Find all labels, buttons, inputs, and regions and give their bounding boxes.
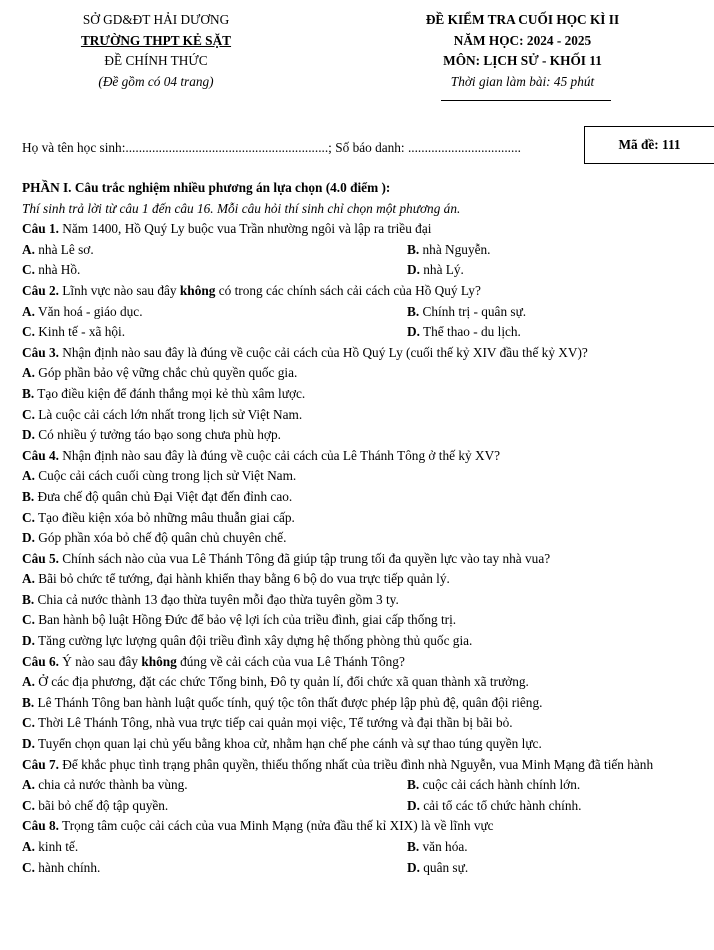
- options-row: [22, 262, 672, 283]
- option-b: B. văn hóa.: [407, 839, 468, 854]
- emphasis-not: không: [179, 282, 216, 298]
- option-c: C. Là cuộc cải cách lớn nhất trong lịch sử Việt Nam.: [22, 406, 303, 422]
- options-row: [22, 324, 672, 345]
- question-8: [22, 818, 672, 839]
- question-text: Nhận định nào sau đây là đúng về cuộc cải cách của Hồ Quý Ly (cuối thế kỷ XIV đầu thế kỷ XV)?: [58, 344, 588, 360]
- option-c: C. Ban hành bộ luật Hồng Đức để bảo vệ lợi ích của triều đình, giai cấp thống trị.: [22, 612, 457, 628]
- options-row: [22, 304, 672, 325]
- option-d: D. Tăng cường lực lượng quân đội triều đình xây dựng hệ thống phòng thủ quốc gia.: [22, 633, 473, 649]
- question-number: Câu 8.: [22, 818, 59, 834]
- option-b: B. Chia cả nước thành 13 đạo thừa tuyên mỗi đạo thừa tuyên gồm 3 ty.: [22, 591, 399, 607]
- page-count-note: (Đề gồm có 04 trang): [98, 73, 214, 89]
- question-text: Để khắc phục tình trạng phân quyền, thiếu thống nhất của triều đình nhà Nguyễn, vua Minh Mạng đã tiến hành: [58, 756, 654, 772]
- question-number: Câu 6.: [22, 653, 59, 669]
- question-number: Câu 2.: [22, 282, 59, 298]
- option-c: C. Thời Lê Thánh Tông, nhà vua trực tiếp cai quản mọi việc, Tể tướng và đại thần bị bãi bỏ.: [22, 715, 513, 731]
- option-b: B. Đưa chế độ quân chủ Đại Việt đạt đến đỉnh cao.: [22, 488, 293, 504]
- option-a: A. kinh tế.: [22, 839, 79, 854]
- subject-line: MÔN: LỊCH SỬ - KHỐI 11: [443, 53, 602, 68]
- question-4: [22, 448, 672, 469]
- question-text: Trọng tâm cuộc cải cách của vua Minh Mạng (nửa đầu thế kỉ XIX) là về lĩnh vực: [58, 818, 494, 834]
- exam-code-box: [584, 126, 714, 164]
- question-text: Năm 1400, Hồ Quý Ly buộc vua Trần nhường ngôi và lập ra triều đại: [58, 221, 432, 237]
- options-row: [22, 860, 672, 881]
- option-a: A. Văn hoá - giáo dục.: [22, 303, 143, 319]
- question-text: Chính sách nào của vua Lê Thánh Tông đã giúp tập trung tối đa quyền lực vào tay nhà vua?: [58, 550, 551, 566]
- question-3: [22, 345, 672, 366]
- exam-title: ĐỀ KIỂM TRA CUỐI HỌC KÌ II: [425, 12, 620, 27]
- student-info-line: Họ và tên học sinh:.............................................................; Số báo danh: ..................................: [22, 140, 521, 155]
- question-5: [22, 551, 672, 572]
- question-number: Câu 5.: [22, 550, 59, 566]
- question-7: [22, 757, 672, 778]
- option-a: A. nhà Lê sơ.: [22, 241, 94, 257]
- option-a: A. Góp phần bảo vệ vững chắc chủ quyền quốc gia.: [22, 365, 298, 381]
- question-number: Câu 1.: [22, 221, 59, 237]
- option-a: A. Cuộc cải cách cuối cùng trong lịch sử Việt Nam.: [22, 468, 297, 484]
- option-b: B. Chính trị - quân sự.: [407, 303, 527, 319]
- option-c: C. hành chính.: [22, 859, 101, 875]
- option-d: D. quân sự.: [407, 859, 469, 875]
- option-b: B. cuộc cải cách hành chính lớn.: [407, 777, 581, 793]
- school-name: TRƯỜNG THPT KẺ SẶT: [80, 32, 232, 48]
- option-b: B. Lê Thánh Tông ban hành luật quốc tính, quý tộc tôn thất được phép lập phủ đệ, quân đội riêng.: [22, 694, 543, 710]
- option-c: C. Tạo điều kiện xóa bỏ những mâu thuẫn giai cấp.: [22, 509, 295, 525]
- question-number: Câu 3.: [22, 344, 59, 360]
- option-a: A. Bãi bỏ chức tể tướng, đại hành khiển thay bằng 6 bộ do vua trực tiếp quản lý.: [22, 571, 450, 587]
- department-name: SỞ GD&ĐT HẢI DƯƠNG: [82, 12, 230, 27]
- option-d: D. Tuyển chọn quan lại chủ yếu bằng khoa cử, nhằm hạn chế phe cánh và sự thao túng quyền lực.: [22, 736, 542, 752]
- time-limit: Thời gian làm bài: 45 phút: [450, 73, 595, 89]
- option-a: A. Ở các địa phương, đặt các chức Tổng binh, Đô ty quản lí, đổi chức xã quan thành xã trưởng.: [22, 674, 529, 690]
- question-1: [22, 221, 672, 242]
- exam-content: [22, 180, 672, 880]
- header-divider: [441, 100, 611, 101]
- option-c: C. bãi bỏ chế độ tập quyền.: [22, 797, 169, 813]
- options-row: [22, 798, 672, 819]
- header-left: [22, 12, 290, 94]
- part-instruction: Thí sinh trả lời từ câu 1 đến câu 16. Mỗi câu hỏi thí sinh chỉ chọn một phương án.: [22, 200, 461, 216]
- option-d: D. cải tổ các tổ chức hành chính.: [407, 797, 582, 813]
- options-row: [22, 839, 672, 860]
- option-d: D. Có nhiều ý tưởng táo bạo song chưa phù hợp.: [22, 427, 281, 443]
- options-row: [22, 242, 672, 263]
- option-d: D. Góp phần xóa bỏ chế độ quân chủ chuyên chế.: [22, 530, 287, 546]
- option-b: B. Tạo điều kiện để đánh thắng mọi kẻ thù xâm lược.: [22, 385, 306, 401]
- question-6: Câu 6. Ý nào sau đây không đúng về cải cách của vua Lê Thánh Tông?: [22, 653, 405, 669]
- option-d: D. Thể thao - du lịch.: [407, 324, 521, 340]
- option-c: C. Kinh tế - xã hội.: [22, 324, 126, 340]
- question-2: Câu 2. Lĩnh vực nào sau đây không có trong các chính sách cải cách của Hồ Quý Ly?: [22, 282, 481, 298]
- header-right: [400, 12, 645, 94]
- question-text: Nhận định nào sau đây là đúng về cuộc cải cách của Lê Thánh Tông ở thế kỷ XV?: [58, 447, 501, 463]
- question-number: Câu 7.: [22, 756, 59, 772]
- option-b: B. nhà Nguyễn.: [407, 241, 491, 257]
- option-c: C. nhà Hồ.: [22, 262, 81, 278]
- school-year: NĂM HỌC: 2024 - 2025: [453, 32, 592, 48]
- options-row: [22, 777, 672, 798]
- part-title: PHẦN I. Câu trắc nghiệm nhiều phương án lựa chọn (4.0 điểm ):: [22, 180, 391, 195]
- option-d: D. nhà Lý.: [407, 262, 464, 278]
- emphasis-not: không: [141, 653, 177, 669]
- official-label: ĐỀ CHÍNH THỨC: [104, 53, 208, 68]
- exam-code: Mã đề: 111: [618, 136, 681, 152]
- question-number: Câu 4.: [22, 447, 59, 463]
- option-a: A. chia cả nước thành ba vùng.: [22, 777, 188, 793]
